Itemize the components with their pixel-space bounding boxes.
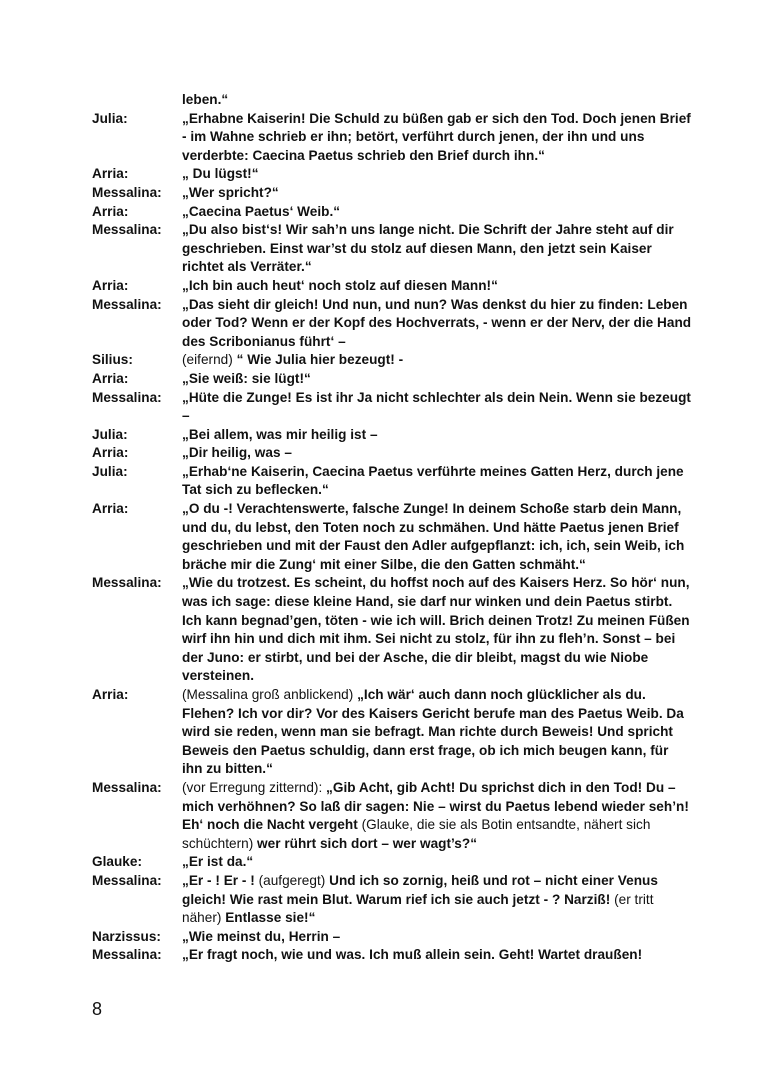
text-segment: „Dir heilig, was – [182, 445, 292, 461]
speaker-label: Arria: [92, 687, 129, 702]
dialogue-line [92, 946, 692, 965]
dialogue-line [92, 184, 692, 203]
dialogue-line [92, 389, 692, 426]
dialogue-text [182, 928, 692, 947]
text-segment: „Ich bin auch heut‘ noch stolz auf diesen Mann!“ [182, 277, 498, 293]
dialogue-line [92, 928, 692, 947]
dialogue-text [182, 110, 692, 166]
speaker-label: Messalina: [92, 779, 162, 795]
speaker-label: Messalina: [92, 389, 162, 405]
text-segment: „Er ist da.“ [182, 854, 254, 870]
text-segment: „Caecina Paetus‘ Weib.“ [182, 203, 341, 219]
text-segment: „Wie du trotzest. Es scheint, du hoffst noch auf des Kaisers Herz. So hör‘ nun, was ich sage: diese kleine Hand, sie darf nur winken und dein Paetus stirbt. Ich kann begnad’gen, töten - wie ich will. Brich deinen Trotz! Zu meinen Füßen wirf ihn hin und dich mit ihm. Sei nicht zu stolz, für ihn zu fleh’n. Sonst – bei der Juno: er stirbt, und bei der Asche, die dir bleibt, magst du wie Niobe versteinen. [182, 575, 690, 684]
dialogue-line [92, 500, 692, 574]
dialogue-script [92, 91, 692, 965]
dialogue-text [182, 277, 692, 296]
text-segment: „O du -! Verachtenswerte, falsche Zunge! In deinem Schoße starb dein Mann, und du, du lebst, den Toten noch zu schmähen. Und hätte Paetus jenen Brief geschrieben und mit der Faust den Adler aufgepflanzt: ich, ich, sein Weib, ich bräche mir die Zung‘ mit einer Silbe, die den Gatten schmäht.“ [182, 501, 685, 572]
dialogue-text [182, 574, 692, 686]
dialogue-line [92, 296, 692, 352]
text-segment: „Erhab‘ne Kaiserin, Caecina Paetus verführte meines Gatten Herz, durch jene Tat sich zu beflecken.“ [182, 463, 684, 498]
dialogue-line [92, 444, 692, 463]
text-segment: „Gib Acht, gib Acht! Du sprichst dich in den Tod! Du – mich verhöhnen? So laß dir sagen: Nie – wirst du Paetus lebend wieder seh’n! Eh‘ noch die Nacht vergeht [182, 779, 689, 833]
speaker-label: Glauke: [92, 854, 143, 870]
speaker-label: Arria: [92, 370, 129, 386]
dialogue-text [182, 184, 692, 203]
dialogue-text [182, 686, 692, 779]
text-segment: „Sie weiß: sie lügt!“ [182, 370, 311, 386]
speaker-label: Arria: [92, 445, 129, 461]
dialogue-text [182, 389, 692, 426]
dialogue-line [92, 351, 692, 370]
page-number: 8 [92, 999, 103, 1019]
dialogue-text [182, 853, 692, 872]
speaker-label: Narzissus: [92, 928, 161, 944]
dialogue-text [182, 296, 692, 352]
text-segment: „Du also bist‘s! Wir sah’n uns lange nicht. Die Schrift der Jahre steht auf dir geschrieben. Einst war’st du stolz auf diesen Mann, den jetzt sein Kaiser richtet als Verräter.“ [182, 222, 674, 275]
dialogue-text [182, 779, 692, 853]
dialogue-line [92, 779, 692, 853]
text-segment: „Er fragt noch, wie und was. Ich muß allein sein. Geht! Wartet draußen! [182, 947, 643, 963]
dialogue-line [92, 370, 692, 389]
stage-direction: (aufgeregt) [258, 872, 330, 888]
dialogue-text [182, 370, 692, 389]
speaker-label: Messalina: [92, 872, 162, 888]
text-segment: Entlasse sie!“ [225, 910, 316, 926]
dialogue-line [92, 277, 692, 296]
text-segment: „Wer spricht?“ [182, 184, 279, 200]
dialogue-line [92, 221, 692, 277]
stage-direction: (er tritt näher) [182, 891, 654, 926]
speaker-label: Silius: [92, 352, 133, 368]
dialogue-text [182, 444, 692, 463]
speaker-label: Julia: [92, 463, 128, 479]
dialogue-text [182, 203, 692, 222]
dialogue-text [182, 165, 692, 184]
text-segment: „Bei allem, was mir heilig ist – [182, 426, 378, 442]
dialogue-line [92, 872, 692, 928]
speaker-label: Arria: [92, 501, 129, 517]
text-segment: “ Wie Julia hier bezeugt! - [236, 352, 404, 368]
speaker-label: Arria: [92, 203, 129, 219]
dialogue-line [92, 426, 692, 445]
speaker-label: Julia: [92, 110, 128, 126]
dialogue-text [182, 91, 692, 110]
text-segment: „Hüte die Zunge! Es ist ihr Ja nicht schlechter als dein Nein. Wenn sie bezeugt – [182, 389, 691, 424]
stage-direction: (vor Erregung zitternd): [182, 779, 327, 795]
dialogue-text [182, 500, 692, 574]
text-segment: „Wie meinst du, Herrin – [182, 928, 341, 944]
dialogue-line [92, 853, 692, 872]
dialogue-text [182, 221, 692, 277]
dialogue-text [182, 351, 692, 370]
text-segment: „Das sieht dir gleich! Und nun, und nun? Was denkst du hier zu finden: Leben oder Tod? Wenn er der Kopf des Hochverrats, - wenn er der Nerv, der die Hand des Scribonianus führt‘ – [182, 296, 692, 349]
speaker-label: Messalina: [92, 222, 162, 238]
dialogue-line [92, 203, 692, 222]
dialogue-text [182, 946, 692, 965]
dialogue-line [92, 110, 692, 166]
text-segment: wer rührt sich dort – wer wagt’s?“ [257, 835, 478, 851]
text-segment: Und ich so zornig, heiß und rot – nicht einer Venus gleich! Wie rast mein Blut. Warum rief ich sie auch jetzt - ? Narziß! [182, 872, 658, 907]
speaker-label: Messalina: [92, 575, 162, 591]
text-segment: „ Du lügst!“ [182, 166, 259, 182]
stage-direction: (eifernd) [182, 352, 237, 368]
dialogue-text [182, 463, 692, 500]
stage-direction: (Glauke, die sie als Botin entsandte, nähert sich schüchtern) [182, 817, 651, 851]
text-segment: „Er - ! Er - ! [182, 872, 259, 888]
text-segment: „Erhabne Kaiserin! Die Schuld zu büßen gab er sich den Tod. Doch jenen Brief - im Wahne schrieb er ihn; betört, verführt durch jenen, der ihn und uns verderbte: Caecina Paetus schrieb den Brief durch ihn.“ [182, 110, 691, 163]
text-segment: leben.“ [182, 92, 229, 107]
dialogue-text [182, 872, 692, 928]
speaker-label: Arria: [92, 166, 129, 182]
speaker-label: Messalina: [92, 947, 162, 963]
dialogue-line [92, 91, 692, 110]
dialogue-line [92, 574, 692, 686]
dialogue-line [92, 463, 692, 500]
speaker-label: Julia: [92, 426, 128, 442]
text-segment: „Ich wär‘ auch dann noch glücklicher als du. Flehen? Ich vor dir? Vor des Kaisers Gericht berufe man des Paetus Weib. Da wird sie reden, wenn man sie befragt. Man richte durch Beweis! Und spricht Beweis den Paetus schuldig, dann erst frage, ob ich mich beugen kann, für ihn zu bitten.“ [182, 687, 684, 777]
speaker-label: Messalina: [92, 184, 162, 200]
speaker-label: Arria: [92, 277, 129, 293]
stage-direction: (Messalina groß anblickend) [182, 687, 358, 702]
dialogue-line [92, 165, 692, 184]
dialogue-text [182, 426, 692, 445]
speaker-label: Messalina: [92, 296, 162, 312]
dialogue-line [92, 686, 692, 779]
